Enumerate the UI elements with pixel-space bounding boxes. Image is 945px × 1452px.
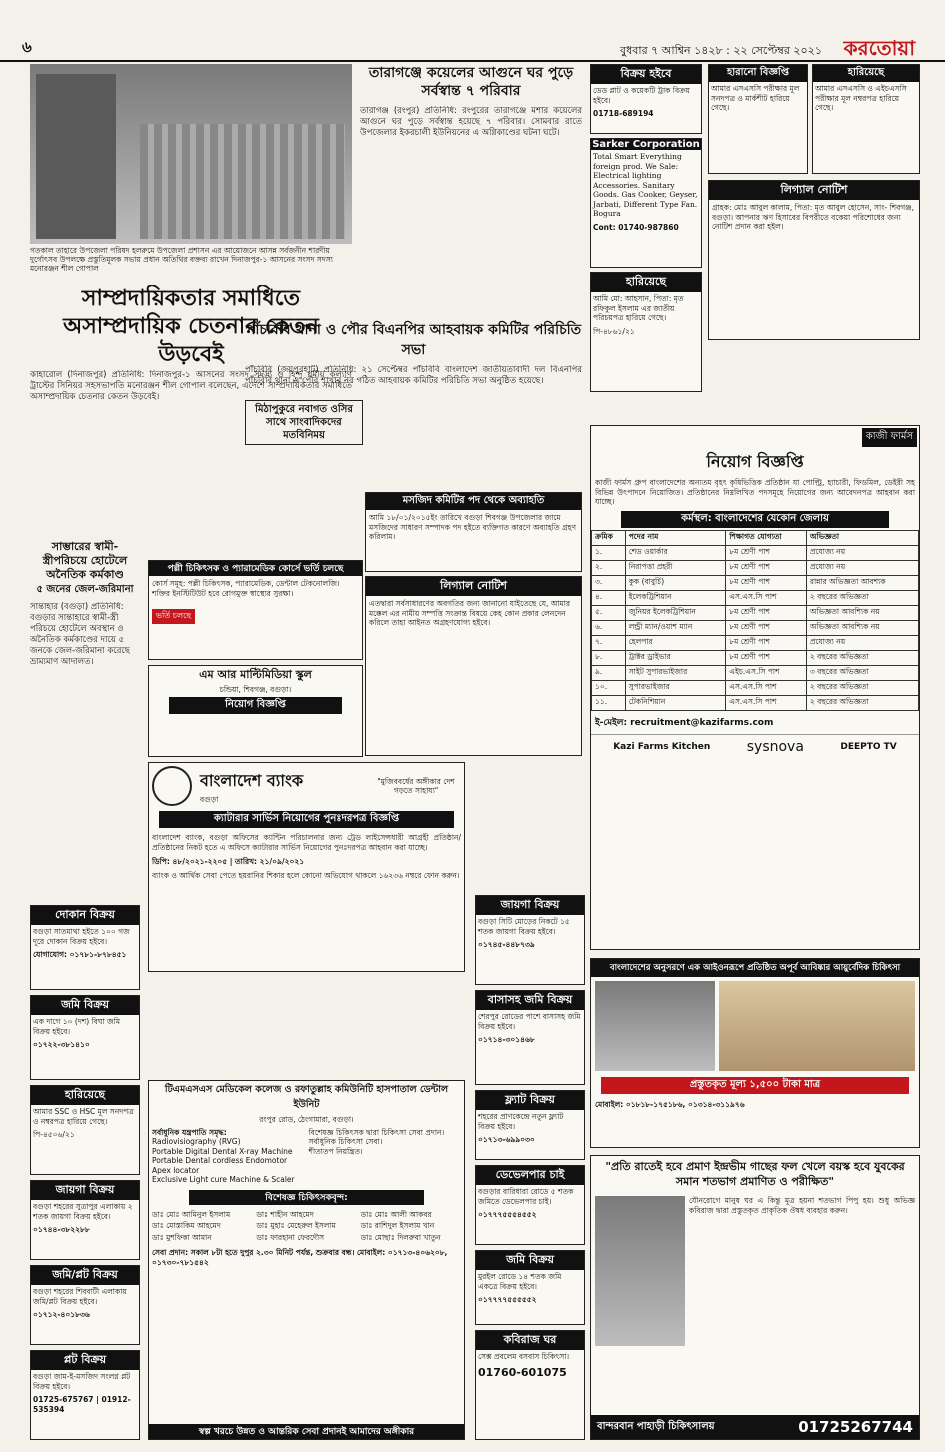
legal-notice-center: লিগ্যাল নোটিশ এতদ্বারা সর্বসাধারণের অবগতির জন্য জানানো যাইতেছে যে, আমার মক্কেল এর নামীয় সম্পত্তি সংক্রান্ত বিষয়ে কেহ কোন প্রকার লেনদেন করিলে তাহা আইনত অগ্রহণযোগ্য হইবে। [365, 576, 582, 756]
headline-bnp: পাঁচবিবি থানা ও পৌর বিএনপির আহবায়ক কমিটির পরিচিতি সভা [245, 322, 582, 358]
ad-plot-sale: প্লট বিক্রয় বগুড়া জাম-ই-মসজিদ সংলগ্ন প্লট বিক্রয় হইবে। 01725-675767 | 01912-535394 [30, 1350, 140, 1440]
kazi-brand: কাজী ফার্মস [862, 428, 917, 447]
masthead [0, 0, 945, 62]
photo-caption: গতকাল তাহারে উপজেলা পরিষদ হলরুমে উপজেলা প্রশাসন এর আয়োজনে আসন্ন সর্বজনীন শারদীয় দুর্গোৎসব উপলক্ষে প্রস্তুতিমূলক সভায় প্রধান অতিথির বক্তব্য রাখেন দিনাজপুর-১ আসনের সংসদ সদস্য মনোরঞ্জন শীল গোপাল [30, 246, 333, 273]
table-row: ৮. ট্রাক্টর ড্রাইভার ৮ম শ্রেণী পাশ ২ বছরের অভিজ্ঞতা [592, 650, 919, 665]
ad-land-sale: জমি বিক্রয় এক দাগে ১০ (দশ) বিঘা জমি বিক্রয় হইবে। ০১৭২২-৩৮১৪১০ [30, 995, 140, 1080]
kazi-job-table: ক্রমিক পদের নাম শিক্ষাগত যোগ্যতা অভিজ্ঞতা ১. শেড ওয়ার্কার ৮ম শ্রেণী পাশ প্রযোজ্য নয় ২. নিরাপত্তা প্রহরী ৮ম শ্রেণী পাশ প্রযোজ্য নয় ৩. কুক (বাবুর্চি) ৮ম শ্রেণী পাশ রান্নার অভিজ্ঞতা আবশ্যক ৪. ইলেকট্রিশিয়ান এস.এস.সি পাশ ২ বছরের অভিজ্ঞতা ৫. জুনিয়র ইলেকট্রিশিয়ান ৮ম শ্রেণী পাশ অভিজ্ঞতা আবশ্যিক নয় ৬. লন্ড্রী ম্যান/ওয়াশ ম্যান ৮ম শ্রেণী পাশ অভিজ্ঞতা আবশ্যিক নয় ৭. হেলপার ৮ম শ্রেণী পাশ প্রযোজ্য নয় ৮. ট্রাক্টর ড্রাইভার ৮ম শ্রেণী পাশ ২ বছরের অভিজ্ঞতা ৯. সাইট সুপারভাইজার এইচ.এস.সি পাশ ৩ বছরের অভিজ্ঞতা ১০. সুপারভাইজার এস.এস.সি পাশ ২ বছরের অভিজ্ঞতা ১১. টেকনিশিয়ান এস.এস.সি পাশ ২ বছরের অভিজ্ঞতা [591, 530, 919, 711]
ad-shop-sale: দোকান বিক্রয় বগুড়া সাতমাথা হইতে ১০০ গজ দূরে দোকান বিক্রয় হইবে। যোগাযোগ: ০১৭৮১-৮৭৮৪৫১ [30, 905, 140, 990]
sysnova-logo: sysnova [746, 738, 804, 755]
lead-headline: সাম্প্রদায়িকতার সমাধিতে অসাম্প্রদায়িক চেতনার কেতন উড়বেই [63, 286, 319, 365]
table-row: ১০. সুপারভাইজার এস.এস.সি পাশ ২ বছরের অভিজ্ঞতা [592, 680, 919, 695]
date-line: বুধবার ৭ আশ্বিন ১৪২৮ : ২২ সেপ্টেম্বর ২০২১ [620, 44, 822, 57]
ad-flat-sale: ফ্ল্যাট বিক্রয় শহরের প্রাণকেন্দ্রে নতুন ফ্ল্যাট বিক্রয় হইবে। ০১৭১৩-৬৯৯০৩০ [475, 1090, 585, 1160]
hospital-equipment-list: সর্বাধুনিক যন্ত্রপাতি সমৃদ্ধ: Radiovisiography (RVG) Portable Digital Dental X-ray Machine Portable Dental cordless Endomotor Apex locator Exclusive Light cure Machine & Scaler [152, 1127, 295, 1184]
mosque-notice: মসজিদ কমিটির পদ থেকে অব্যাহতি আমি ১৮/০১/২০১৫ইং তারিখে বগুড়া শিবগঞ্জ উপজেলার জামে মসজিদের সাধারণ সম্পাদক পদ হইতে ব্যক্তিগত কারণে অব্যাহতি গ্রহণ করিলাম। [365, 492, 582, 572]
doctor-list: ডাঃ মোঃ আমিনুল ইসলাম ডাঃ শাহীন আহমেদ ডাঃ মোঃ আলী আকবর ডাঃ মোস্তাকিম আহমেদ ডাঃ মুহাঃ মেহেরুল ইসলাম ডাঃ রাশিদুল ইসলাম খান ডাঃ মুশফিকা আমান ডাঃ ফারহানা ফেরদৌস ডাঃ মোছাঃ দিলরুবা খাতুন [152, 1209, 441, 1242]
legal-notice-right: লিগ্যাল নোটিশ গ্রাহক: মোঃ আবুল কালাম, পিতা: মৃত আবুল হোসেন, সাং- শিবগঞ্জ, বগুড়া। আপনার ঋণ হিসাবের বিপরীতে বকেয়া পরিশোধের জন্য নোটিশ প্রদান করা হইল। [708, 180, 920, 340]
kazi-farms-recruitment: কাজী ফার্মস নিয়োগ বিজ্ঞপ্তি কাজী ফার্মস গ্রুপ বাংলাদেশের অন্যতম বৃহৎ কৃষিভিত্তিক প্রতিষ্ঠান যা পোল্ট্রি, হ্যাচারী, ফিডমিল, ডেইরী সহ বিভিন্ন উৎপাদনে নিয়োজিত। প্রতিষ্ঠানের নিম্নলিখিত পদসমূহে নিয়োগের জন্য আবেদনপত্র আহবান করা যাচ্ছে। কর্মস্থল: বাংলাদেশের যেকোন জেলায় ক্রমিক পদের নাম শিক্ষাগত যোগ্যতা অভিজ্ঞতা ১. শেড ওয়ার্কার ৮ম শ্রেণী পাশ প্রযোজ্য নয় ২. নিরাপত্তা প্রহরী ৮ম শ্রেণী পাশ প্রযোজ্য নয় ৩. কুক (বাবুর্চি) ৮ম শ্রেণী পাশ রান্নার অভিজ্ঞতা আবশ্যক ৪. ইলেকট্রিশিয়ান এস.এস.সি পাশ ২ বছরের অভিজ্ঞতা ৫. জুনিয়র ইলেকট্রিশিয়ান ৮ম শ্রেণী পাশ অভিজ্ঞতা আবশ্যিক নয় ৬. লন্ড্রী ম্যান/ওয়াশ ম্যান ৮ম শ্রেণী পাশ অভিজ্ঞতা আবশ্যিক নয় ৭. হেলপার ৮ম শ্রেণী পাশ প্রযোজ্য নয় ৮. ট্রাক্টর ড্রাইভার ৮ম শ্রেণী পাশ ২ বছরের অভিজ্ঞতা ৯. সাইট সুপারভাইজার এইচ.এস.সি পাশ ৩ বছরের অভিজ্ঞতা ১০. সুপারভাইজার এস.এস.সি পাশ ২ বছরের অভিজ্ঞতা ১১. টেকনিশিয়ান এস.এস.সি পাশ ২ বছরের অভিজ্ঞতা ই-মেইল: recruitment@kazifarms.com Kazi Farms Kitchen sysnova DEEPTO TV [590, 425, 920, 950]
headline-oc: মিঠাপুকুরে নবাগত ওসির সাথে সাংবাদিকদের মতবিনিময় [245, 400, 363, 455]
deepto-logo: DEEPTO TV [840, 741, 897, 752]
news2-headline: সাম্ভারের স্বামী-স্ত্রীপরিচয়ে হোটেলে অনৈতিক কর্মকাণ্ড ৫ জনের জেল-জরিমানা [36, 540, 134, 595]
table-row: ১১. টেকনিশিয়ান এস.এস.সি পাশ ২ বছরের অভিজ্ঞতা [592, 695, 919, 710]
news2-body: সান্তাহার (বগুড়া) প্রতিনিধি: বগুড়ার সান্তাহারে স্বামী-স্ত্রী পরিচয়ে হোটেলে অবস্থান ও অনৈতিক কর্মকাণ্ডের দায়ে ৫ জনকে জেল-জরিমানা করেছে ভ্রাম্যমাণ আদালত। [30, 602, 130, 667]
bangladesh-bank-tender: বাংলাদেশ ব্যাংক বগুড়া "মুজিববর্ষের অঙ্গীকার দেশ গড়তে সাহায্য" ক্যাটারার সার্ভিস নিয়োগের পুনঃদরপত্র বিজ্ঞপ্তি বাংলাদেশ ব্যাংক, বগুড়া অফিসের ক্যান্টিন পরিচালনার জন্য ট্রেড লাইসেন্সধারী আগ্রহী প্রতিষ্ঠান/প্রতিষ্ঠানের নিকট হতে এ অফিসে ক্যাটারার সার্ভিস নিয়োগের পুনঃদরপত্র আহবান করা যাচ্ছে। ডিপি: ৪৮/২০২১-২২০৫ | তারিখ: ২১/০৯/২০২১ ব্যাংক ও আর্থিক সেবা পেতে হয়রানির শিকার হলে কোনো অভিযোগ থাকলে ১৬২৩৬ নম্বরে ফোন করুন। [148, 762, 465, 972]
kazi-email: ই-মেইল: recruitment@kazifarms.com [595, 717, 774, 728]
kazi-logos [591, 734, 919, 759]
table-row: ৫. জুনিয়র ইলেকট্রিশিয়ান ৮ম শ্রেণী পাশ অভিজ্ঞতা আবশ্যিক নয় [592, 605, 919, 620]
kazi-kitchen-logo: Kazi Farms Kitchen [613, 741, 711, 752]
ad-for-sale: বিক্রয় হইবে ডেড প্লাট ও কয়েকটি ট্রাক বিক্রয় হইবে। 01718-689194 [590, 64, 702, 134]
ad-place-sale-2: জায়গা বিক্রয় বগুড়া সিটি মোড়ের নিকটে ১৫ শতক জায়গা বিক্রয় হইবে। ০১৭৪৫-৪৪৮৭৩৯ [475, 895, 585, 985]
table-row: ১. শেড ওয়ার্কার ৮ম শ্রেণী পাশ প্রযোজ্য নয় [592, 545, 919, 560]
tmss-dental-ad: টিএমএসএস মেডিকেল কলেজ ও রফাতুল্লাহ কমিউনিটি হাসপাতাল ডেন্টাল ইউনিট রংপুর রোড, ঠেংগামারা, বগুড়া। সর্বাধুনিক যন্ত্রপাতি সমৃদ্ধ: Radiovisiography (RVG) Portable Digital Dental X-ray Machine Portable Dental cordless Endomotor Apex locator Exclusive Light cure Machine & Scaler বিশেষজ্ঞ চিকিৎসক দ্বারা চিকিৎসা সেবা প্রদান। সর্বাধুনিক চিকিৎসা সেবা। শীতাতপ নিয়ন্ত্রিত। বিশেষজ্ঞ চিকিৎসকবৃন্দ: ডাঃ মোঃ আমিনুল ইসলাম ডাঃ শাহীন আহমেদ ডাঃ মোঃ আলী আকবর ডাঃ মোস্তাকিম আহমেদ ডাঃ মুহাঃ মেহেরুল ইসলাম ডাঃ রাশিদুল ইসলাম খান ডাঃ মুশফিকা আমান ডাঃ ফারহানা ফেরদৌস ডাঃ মোছাঃ দিলরুবা খাতুন সেবা প্রদান: সকাল ৮টা হতে দুপুর ২.৩০ মিনিট পর্যন্ত, শুক্রবার বন্ধ। মোবাইল: ০১৭১৩-৪০৬২০৮, ০১৭৩০-৭৮১৫৪২ স্বল্প খরচে উন্নত ও আন্তরিক সেবা প্রদানই আমাদের অঙ্গীকার [148, 1080, 465, 1440]
page-number: ৬ [22, 38, 32, 56]
ad-developer-wanted: ডেভেলপার চাই বগুড়ার বারিধারা রোডে ৫ শতক জমিতে ডেভেলপার চাই। ০১৭৭৭৫৫৫৪৫৫২ [475, 1165, 585, 1245]
ad-plot-land-sale: জমি/প্লট বিক্রয় বগুড়া শহরের শিববাটী এলাকায় জমি/প্লট বিক্রয় হইবে। ০১৭১২-৪০১৮৩৬ [30, 1265, 140, 1345]
body-fire: তারাগঞ্জ (রংপুর) প্রতিনিধি: রংপুরের তারাগঞ্জে মশার কয়েলের আগুনে ঘর পুড়ে সর্বস্বান্ত হয়েছে ৭ পরিবার। সোমবার রাতে উপজেলার ইকরচালী ইউনিয়নের এ অগ্নিকাণ্ডের ঘটনা ঘটে। [360, 106, 582, 138]
event-photo [30, 64, 352, 284]
ad-land-sale-2: জমি বিক্রয় মুরইল রোডে ১৪ শতক জমি একত্রে বিক্রয় হইবে। ০১৭৭৭৭৫৫৫৫৫২ [475, 1250, 585, 1325]
newspaper-brand: করতোয়া [843, 36, 915, 60]
ad-house-land-sale: বাসাসহ জমি বিক্রয় শেরপুর রোডের পাশে বাসাসহ জমি বিক্রয় হইবে। ০১৭১৪-৩০১৪৬৮ [475, 990, 585, 1085]
herbal-phone: 01725267744 [798, 1418, 913, 1436]
ad-lost-certificate: হারিয়েছে আমার SSC ও HSC মূল সনদপত্র ও নম্বরপত্র হারিয়ে গেছে। পি-৪৫০৬/২১ [30, 1085, 140, 1175]
ad-lost-nid: হারিয়েছে আমি মো: আহসান, পিতা: মৃত রফিকুল ইসলাম এর জাতীয় পরিচয়পত্র হারিয়ে গেছে। পি-৪৮৬১/২১ [590, 272, 702, 392]
table-row: ৬. লন্ড্রী ম্যান/ওয়াশ ম্যান ৮ম শ্রেণী পাশ অভিজ্ঞতা আবশ্যিক নয় [592, 620, 919, 635]
table-row: ৪. ইলেকট্রিশিয়ান এস.এস.সি পাশ ২ বছরের অভিজ্ঞতা [592, 590, 919, 605]
table-row: ৯. সাইট সুপারভাইজার এইচ.এস.সি পাশ ৩ বছরের অভিজ্ঞতা [592, 665, 919, 680]
bank-logo-icon [152, 766, 192, 806]
table-row: ৩. কুক (বাবুর্চি) ৮ম শ্রেণী পাশ রান্নার অভিজ্ঞতা আবশ্যক [592, 575, 919, 590]
herbal-clinic-name: বান্দরবান পাহাড়ী চিকিৎসালয় [597, 1420, 715, 1432]
herbal-ad-2: "প্রতি রাতেই হবে প্রমাণ ইন্দ্রভীম গাছের ফল খেলে বয়স্ক হবে যুবকের সমান শতভাগ প্রমাণিত ও পরীক্ষিত" যৌনরোগে মানুষ ঘর এ কিন্তু মূত্র হয়না শতভাগ পিপু হয়। শুধু অভিজ্ঞ কবিরাজ দ্বারা প্রস্তুতকৃত প্রাকৃতিক ঔষধ ব্যবহার করুন। বান্দরবান পাহাড়ী চিকিৎসালয় 01725267744 [590, 1155, 920, 1440]
herbal-photo [595, 981, 715, 1071]
lead-body: কাহারোল (দিনাজপুর) প্রতিনিধি: দিনাজপুর-১ আসনের সংসদ সদস্য ও হিন্দু ধর্মীয় কল্যাণ ট্রাস্টের সিনিয়র সহসভাপতি মনোরঞ্জন শীল গোপাল বলেছেন, এদেশে সাম্প্রদায়িকতার সমাধিতে অসাম্প্রদায়িক চেতনার কেতন উড়বেই। [30, 370, 352, 402]
school-recruitment: এম আর মাল্টিমিডিয়া স্কুল চন্ডিয়া, শিবগঞ্জ, বগুড়া। নিয়োগ বিজ্ঞপ্তি [148, 665, 363, 757]
ad-place-sale: জায়গা বিক্রয় বগুড়া শহরের সুত্রাপুর এলাকায় ২ শতক জায়গা বিক্রয় হইবে। ০১৭৪৪-৩৮২২৮৮ [30, 1180, 140, 1260]
herbal-ad-1: বাংলাদেশের অনুসরণে এক আইওনরূপে প্রতিষ্ঠিত অপূর্ব আবিষ্কার আয়ুর্বেদিক চিকিৎসা প্রস্তুতকৃত মূল্য ১,৫০০ টাকা মাত্র মোবাইল: ০১৮১৮-১৭৫১৮৬, ০১৩১৪-৩১১৯৭৬ [590, 958, 920, 1148]
table-row: ২. নিরাপত্তা প্রহরী ৮ম শ্রেণী পাশ প্রযোজ্য নয় [592, 560, 919, 575]
ad-sarker-corporation: Sarker Corporation Total Smart Everything foreign prod. We Sale: Electrical lighting Accessories. Sanitary Goods. Gas Cooker, Geyser, Jarbati, Different Type Fan. Bogura Cont: 01740-987860 [590, 138, 702, 268]
ad-kabiraj: কবিরাজ ঘর সেক্স প্রবলেম বসবাস চিকিৎসা। 01760-601075 [475, 1330, 585, 1440]
lost-notice-1: হারানো বিজ্ঞপ্তি আমার এসএসসি পরীক্ষার মূল সনদপত্র ও মার্কশীট হারিয়ে গেছে। [708, 64, 808, 174]
body-bnp: পাঁচবিবি (জয়পুরহাট) প্রতিনিধি: ২১ সেপ্টেম্বর পাঁচবিবি বাংলাদেশ জাতীয়তাবাদী দল বিএনপির পাঁচবিবি থানা ও পৌর শাখার নব গঠিত আহবায়ক কমিটির পরিচিতি সভা অনুষ্ঠিত হয়েছে। [245, 365, 582, 386]
admission-tag: ভর্তি চলছে [152, 609, 195, 624]
herbal-product-photo [719, 981, 915, 1071]
paramedic-ad: পল্লী চিকিৎসক ও প্যারামেডিক কোর্সে ভর্তি চলছে কোর্স সমূহ: পল্লী চিকিৎসক, প্যারামেডিক, ডেন্টাল টেকনোলজি। শক্তির ইনস্টিটিউট হবে রোগমুক্ত স্বাস্থ্যের সুরক্ষা। ভর্তি চলছে [148, 560, 363, 660]
hospital-service-list: বিশেষজ্ঞ চিকিৎসক দ্বারা চিকিৎসা সেবা প্রদান। সর্বাধুনিক চিকিৎসা সেবা। শীতাতপ নিয়ন্ত্রিত। [308, 1127, 445, 1156]
table-row: ৭. হেলপার ৮ম শ্রেণী পাশ প্রযোজ্য নয় [592, 635, 919, 650]
headline-fire: তারাগঞ্জে কয়েলের আগুনে ঘর পুড়ে সর্বস্বান্ত ৭ পরিবার [368, 65, 574, 99]
lost-notice-2: হারিয়েছে আমার এসএসসি ও এইচএসসি পরীক্ষার মূল নম্বরপত্র হারিয়ে গেছে। [812, 64, 920, 174]
herbal-person-photo [595, 1196, 685, 1346]
